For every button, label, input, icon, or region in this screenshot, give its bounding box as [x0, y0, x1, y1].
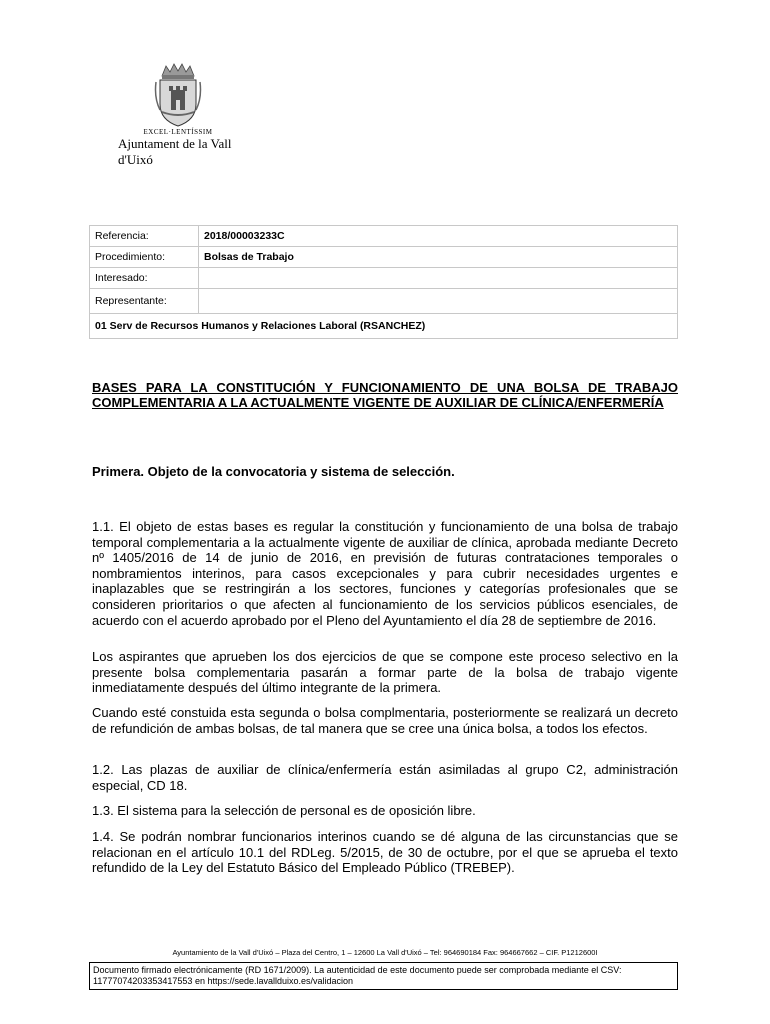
- reference-table: [89, 225, 678, 339]
- document-title: BASES PARA LA CONSTITUCIÓN Y FUNCIONAMIENTO DE UNA BOLSA DE TRABAJO COMPLEMENTARIA A LA ACTUALMENTE VIGENTE DE AUXILIAR DE CLÍNICA/ENFERMERÍA: [92, 380, 678, 410]
- procedimiento-value: Bolsas de Trabajo: [199, 247, 678, 268]
- table-row: [90, 314, 678, 339]
- interesado-value: [199, 268, 678, 289]
- table-row: [90, 289, 678, 314]
- footer-address: Ayuntamiento de la Vall d'Uixó – Plaza del Centro, 1 – 12600 La Vall d'Uixó – Tel: 964690184 Fax: 964667662 – CIF. P1212600I: [172, 948, 598, 957]
- representante-value: [199, 289, 678, 314]
- paragraph: 1.2. Las plazas de auxiliar de clínica/enfermería están asimiladas al grupo C2, administración especial, CD 18.: [92, 762, 678, 793]
- logo-title: Ajuntament de la Vall d'Uixó: [118, 136, 232, 167]
- paragraph: Cuando esté constuida esta segunda o bolsa complmentaria, posteriormente se realizará un decreto de refundición de ambas bolsas, de tal manera que se cree una única bolsa, a todos los efectos.: [92, 705, 678, 736]
- coat-of-arms-icon: [154, 62, 202, 128]
- table-row: [90, 268, 678, 289]
- paragraph: Los aspirantes que aprueben los dos ejercicios de que se compone este proceso selectivo en la presente bolsa complementaria pasarán a formar parte de la bolsa de trabajo vigente inmediatamente después del último integrante de la primera.: [92, 649, 678, 696]
- referencia-value: 2018/00003233C: [199, 226, 678, 247]
- department-cell: 01 Serv de Recursos Humanos y Relaciones Laboral (RSANCHEZ): [90, 314, 678, 339]
- logo-subtitle: EXCEL·LENTÍSSIM: [143, 128, 213, 136]
- procedimiento-label: Procedimiento:: [90, 247, 199, 268]
- interesado-label: Interesado:: [90, 268, 199, 289]
- section-heading: Primera. Objeto de la convocatoria y sistema de selección.: [92, 464, 455, 479]
- paragraph: 1.3. El sistema para la selección de personal es de oposición libre.: [92, 803, 476, 818]
- table-row: [90, 226, 678, 247]
- table-row: [90, 247, 678, 268]
- paragraph: 1.4. Se podrán nombrar funcionarios interinos cuando se dé alguna de las circunstancias que se relacionan en el artículo 10.1 del RDLeg. 5/2015, de 30 de octubre, por el que se aprueba el texto refundido de la Ley del Estatuto Básico del Empleado Público (TREBEP).: [92, 829, 678, 876]
- paragraph: 1.1. El objeto de estas bases es regular la constitución y funcionamiento de una bolsa de trabajo temporal complementaria a la actualmente vigente de auxiliar de clínica, aprobada mediante Decreto nº 1405/2016 de 14 de junio de 2016, en previsión de futuras contrataciones temporales o nombramientos interinos, para casos excepcionales y para cubrir necesidades urgentes e inaplazables que se restringirán a los sectores, funciones y categorías profesionales que se consideren prioritarios o que afecten al funcionamiento de los servicios públicos esenciales, de acuerdo con el acuerdo aprobado por el Pleno del Ayuntamiento el día 28 de septiembre de 2016.: [92, 519, 678, 628]
- municipal-logo: [108, 58, 248, 167]
- electronic-signature-notice: Documento firmado electrónicamente (RD 1671/2009). La autenticidad de este documento puede ser comprobada mediante el CSV: 11777074203353417553 en https://sede.lavallduixo.es/validacion: [89, 962, 678, 990]
- representante-label: Representante:: [90, 289, 199, 314]
- referencia-label: Referencia:: [90, 226, 199, 247]
